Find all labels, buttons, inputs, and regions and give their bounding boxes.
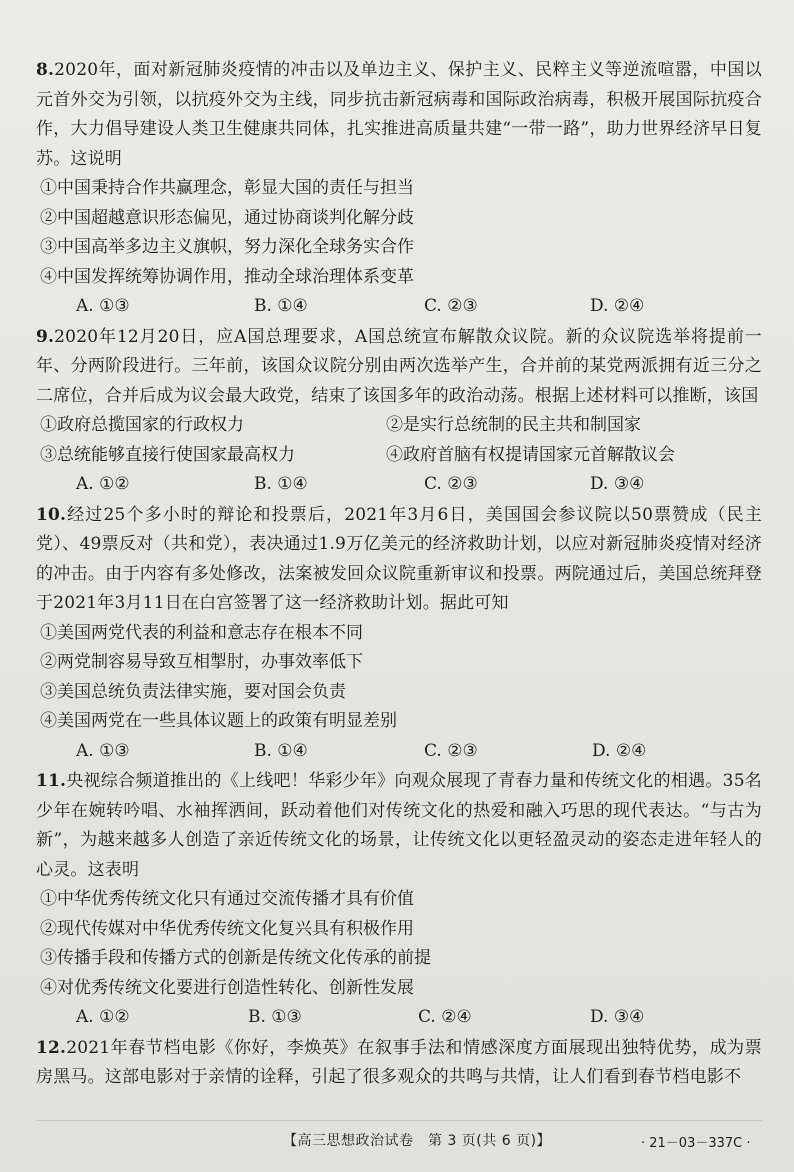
question-text: 2020年，面对新冠肺炎疫情的冲击以及单边主义、保护主义、民粹主义等逆流喧嚣，中国以元首外交为引领，以抗疫外交为主线，同步抗击新冠病毒和国际政治病毒，积极开展国际抗疫合作，大力倡导建设人类卫生健康共同体，扎实推进高质量共建“一带一路”，助力世界经济早日复苏。这说明 — [36, 60, 762, 169]
statement-3: ③中国高举多边主义旗帜，努力深化全球务实合作 — [40, 237, 414, 257]
answer-choices — [76, 292, 762, 322]
statement-row — [40, 441, 762, 471]
answer-choices — [76, 470, 762, 500]
question-stem — [36, 1034, 762, 1093]
question-stem — [36, 323, 762, 412]
question-10 — [36, 501, 762, 767]
choice-a[interactable]: A. ①③ — [76, 296, 130, 316]
statement-3: ③传播手段和传播方式的创新是传统文化传承的前提 — [40, 948, 431, 968]
footer-page-info: 【高三思想政治试卷 第 3 页(共 6 页)】 — [283, 1133, 552, 1149]
statement-1: ①中华优秀传统文化只有通过交流传播才具有价值 — [40, 889, 414, 909]
question-text: 央视综合频道推出的《上线吧！华彩少年》向观众展现了青春力量和传统文化的相遇。35名少年在婉转吟唱、水袖挥洒间，跃动着他们对传统文化的热爱和融入巧思的现代表达。“与古为新”，为越来越多人创造了亲近传统文化的场景，让传统文化以更轻盈灵动的姿态走进年轻人的心灵。这表明 — [36, 771, 762, 880]
question-number: 9. — [36, 326, 55, 347]
question-list — [36, 56, 762, 1093]
choice-a[interactable]: A. ①② — [76, 474, 130, 494]
question-8 — [36, 56, 762, 322]
question-number: 10. — [36, 504, 67, 525]
question-stem — [36, 56, 762, 174]
statement-2: ②是实行总统制的民主共和制国家 — [386, 415, 641, 435]
question-text: 经过25个多小时的辩论和投票后，2021年3月6日，美国国会参议院以50票赞成（民主党）、49票反对（共和党），表决通过1.9万亿美元的经济救助计划，以应对新冠肺炎疫情对经济的冲击。由于内容有多处修改，法案被发回众议院重新审议和投票。两院通过后，美国总统拜登于2021年3月11日在白宫签署了这一经济救助计划。据此可知 — [36, 504, 762, 613]
choice-b[interactable]: B. ①④ — [254, 296, 308, 316]
statement-1: ①政府总揽国家的行政权力 — [40, 415, 244, 435]
choice-c[interactable]: C. ②③ — [424, 740, 478, 761]
question-11 — [36, 767, 762, 1033]
question-number: 11. — [36, 771, 67, 791]
statement-2: ②现代传媒对中华优秀传统文化复兴具有积极作用 — [40, 918, 414, 939]
statement-1: ①中国秉持合作共赢理念，彰显大国的责任与担当 — [40, 178, 414, 198]
choice-b[interactable]: B. ①④ — [254, 740, 308, 761]
statement-4: ④对优秀传统文化要进行创造性转化、创新性发展 — [40, 977, 414, 998]
statement-row — [40, 411, 762, 441]
question-text: 2020年12月20日，应A国总理要求，A国总统宣布解散众议院。新的众议院选举将提前一年、分两阶段进行。三年前，该国众议院分别由两次选举产生，合并前的某党两派拥有近三分之二席位，合并后成为议会最大政党，结束了该国多年的政治动荡。根据上述材料可以推断，该国 — [36, 326, 762, 406]
statement-3: ③总统能够直接行使国家最高权力 — [40, 444, 295, 465]
statement-4: ④政府首脑有权提请国家元首解散议会 — [386, 444, 675, 465]
choice-d[interactable]: D. ②④ — [590, 296, 645, 316]
footer-divider — [36, 1120, 762, 1121]
statement-1: ①美国两党代表的利益和意志存在根本不同 — [40, 622, 363, 643]
choice-d[interactable]: D. ③④ — [590, 474, 645, 494]
question-9 — [36, 323, 762, 500]
page-footer — [0, 1128, 794, 1154]
choice-c[interactable]: C. ②③ — [424, 296, 478, 316]
choice-a[interactable]: A. ①② — [76, 1007, 130, 1027]
footer-code: · 21－03－337C · — [641, 1136, 751, 1151]
question-text: 2021年春节档电影《你好，李焕英》在叙事手法和情感深度方面展现出独特优势，成为票房黑马。这部电影对于亲情的诠释，引起了很多观众的共鸣与共情，让人们看到春节档电影不 — [36, 1037, 762, 1087]
answer-choices — [76, 737, 762, 767]
question-number: 8. — [36, 60, 55, 80]
statement-4: ④美国两党在一些具体议题上的政策有明显差别 — [40, 711, 397, 731]
question-stem — [36, 501, 762, 619]
choice-d[interactable]: D. ③④ — [590, 1007, 645, 1027]
question-number: 12. — [36, 1037, 67, 1058]
choice-c[interactable]: C. ②④ — [418, 1007, 472, 1027]
choice-c[interactable]: C. ②③ — [424, 474, 478, 494]
statement-3: ③美国总统负责法律实施，要对国会负责 — [40, 681, 346, 702]
statement-4: ④中国发挥统筹协调作用，推动全球治理体系变革 — [40, 266, 414, 287]
choice-a[interactable]: A. ①③ — [76, 740, 130, 761]
answer-choices — [76, 1003, 762, 1033]
question-stem — [36, 767, 762, 885]
choice-b[interactable]: B. ①④ — [254, 474, 308, 494]
question-12 — [36, 1034, 762, 1093]
statement-2: ②两党制容易导致互相掣肘，办事效率低下 — [40, 652, 363, 672]
choice-d[interactable]: D. ②④ — [592, 740, 647, 761]
choice-b[interactable]: B. ①③ — [248, 1007, 302, 1027]
statement-2: ②中国超越意识形态偏见，通过协商谈判化解分歧 — [40, 207, 414, 228]
